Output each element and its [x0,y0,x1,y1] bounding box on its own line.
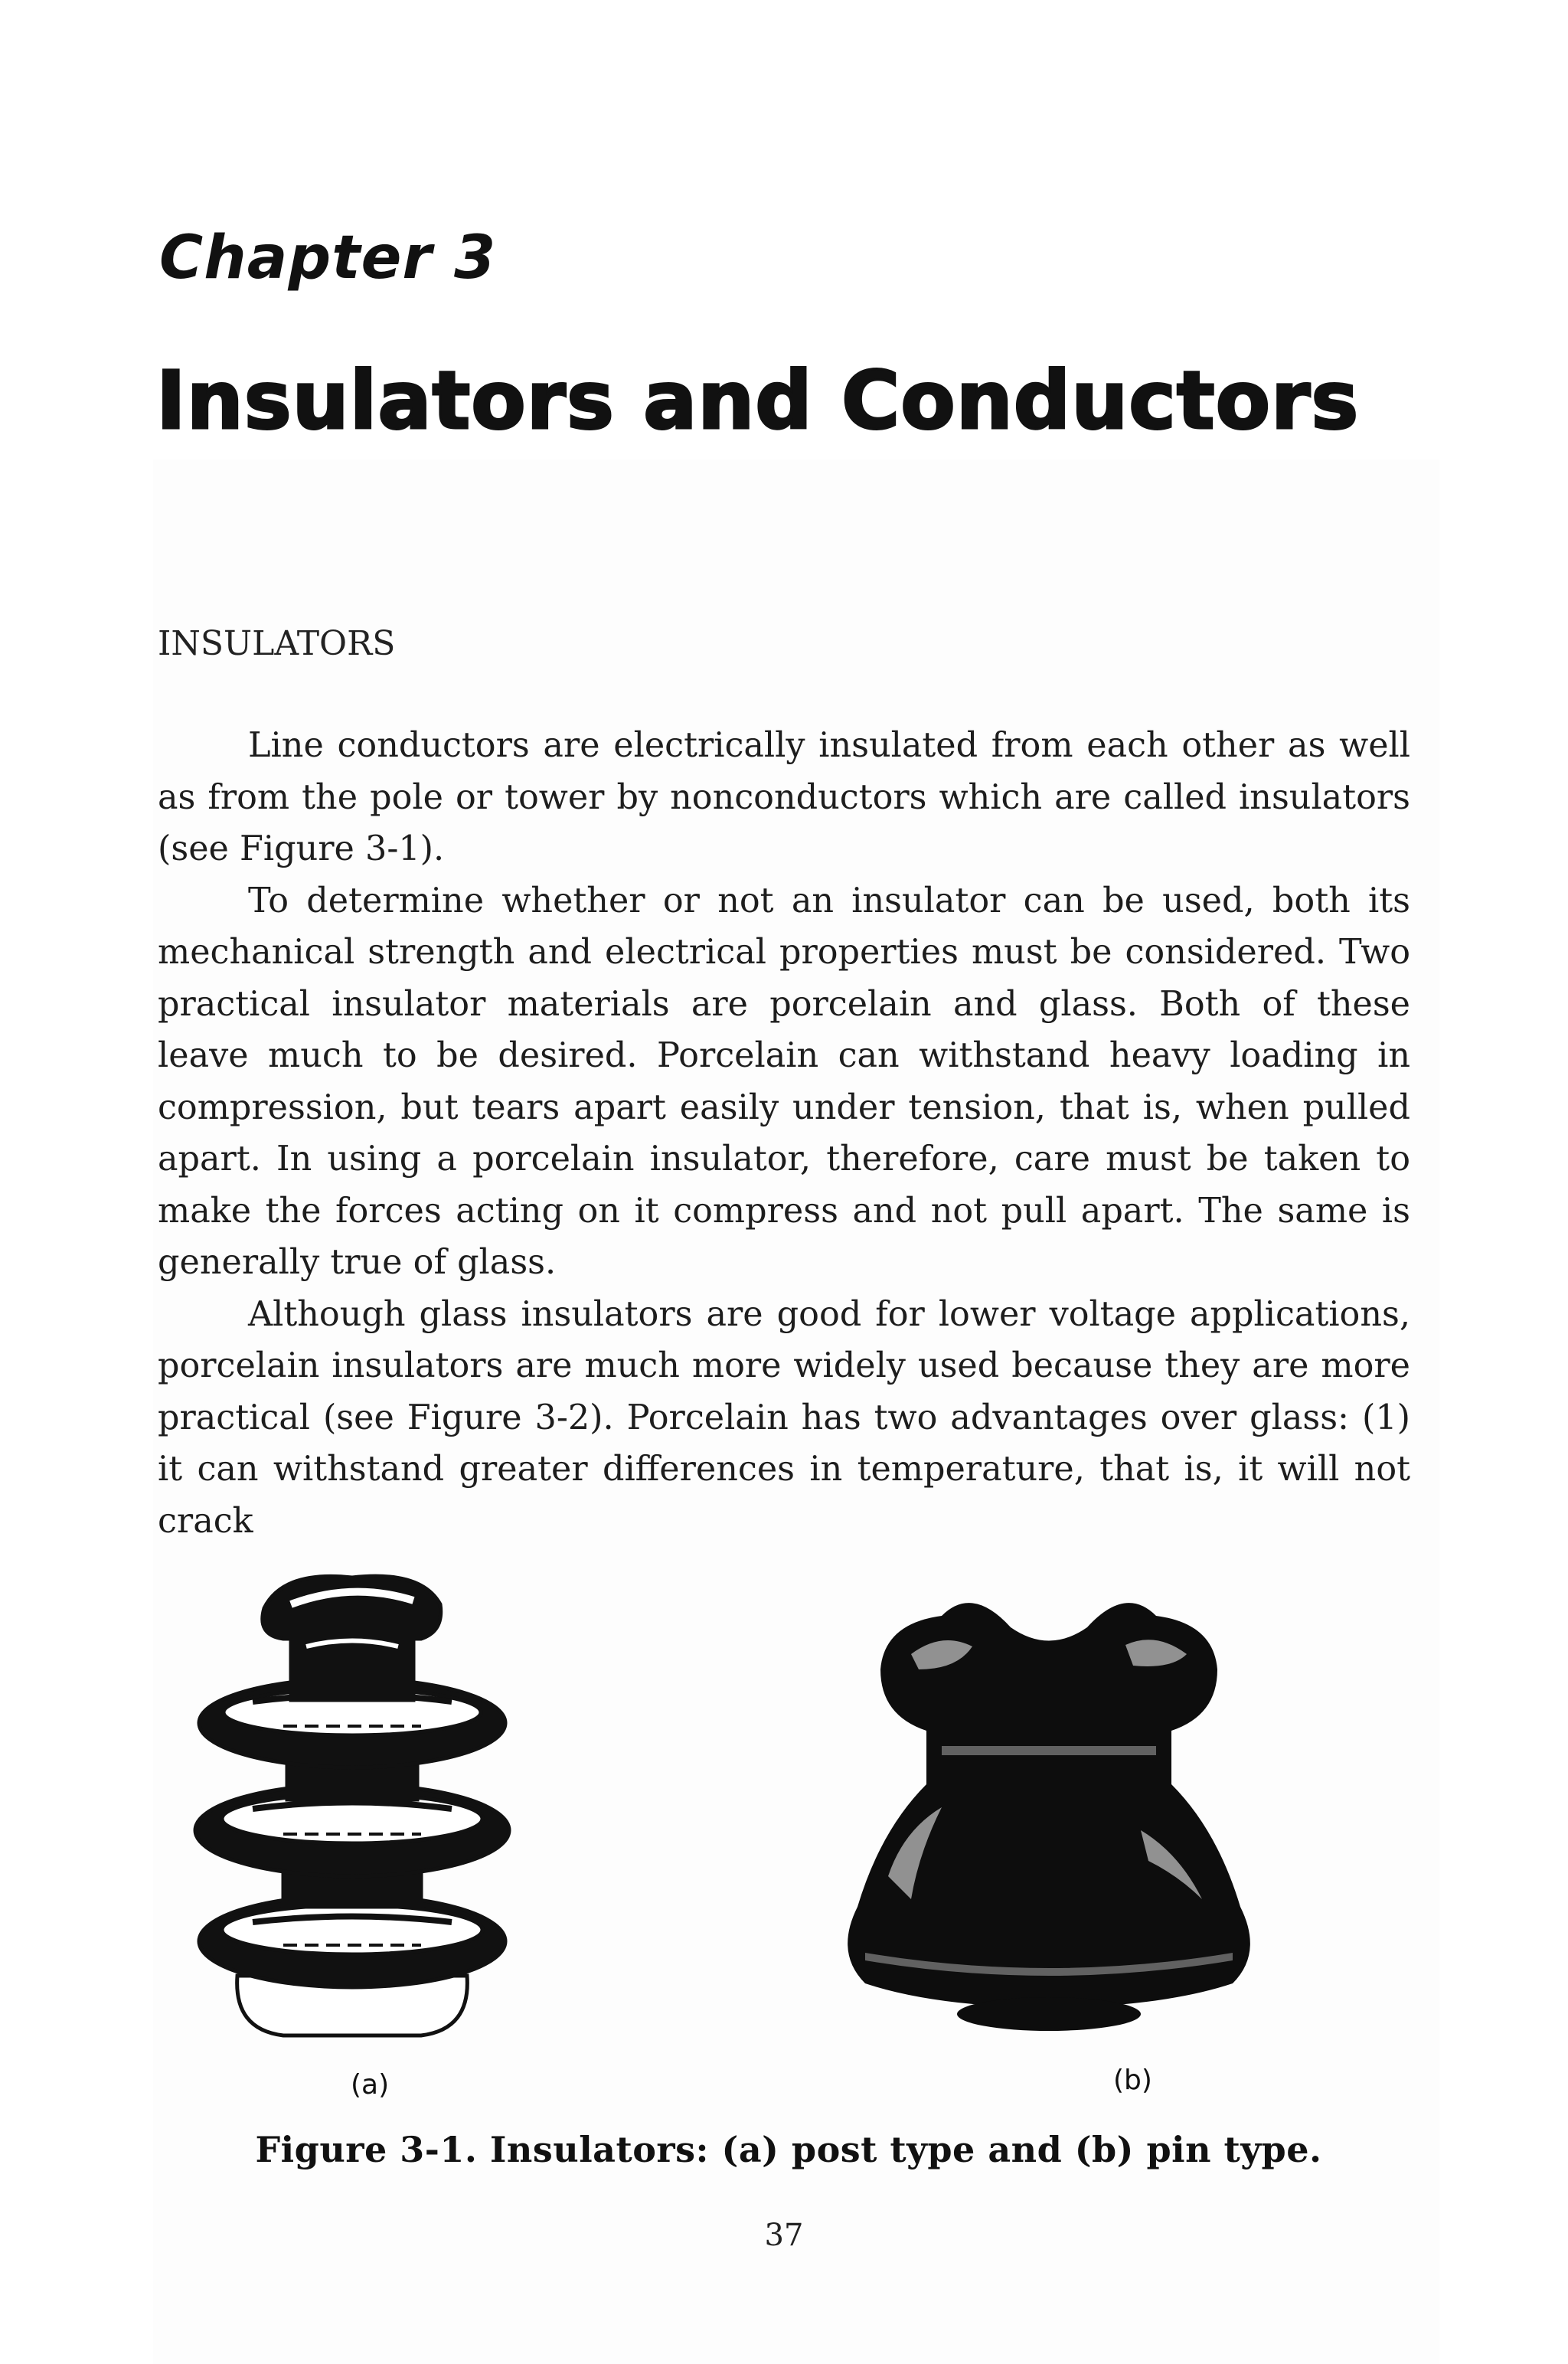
body-text [158,720,1410,1547]
section-heading: INSULATORS [158,624,396,663]
chapter-title: Insulators and Conductors [156,354,1360,447]
paragraph: Line conductors are electrically insulated from each other as well as from the pole or tower by nonconductors which are called insulators (see Figure 3-1). [158,726,1410,868]
figure-caption: Figure 3-1. Insulators: (a) post type and (b) pin type. [255,2129,1322,2170]
pin-type-insulator-illustration [819,1555,1279,2045]
figure-label-b: (b) [1113,2065,1152,2096]
figure-label-a: (a) [351,2069,390,2101]
post-type-insulator-illustration [191,1562,513,2045]
chapter-label: Chapter 3 [159,224,497,293]
page-number: 37 [764,2218,804,2253]
paragraph: Although glass insulators are good for lower voltage applications, porcelain insulators are much more widely used because they are more practical (see Figure 3-2). Porcelain has two advantages over glass: (1) it can withstand greater differences in temperature, that is, it will not crack [158,1294,1410,1541]
paragraph: To determine whether or not an insulator can be used, both its mechanical strength and electrical properties must be considered. Two practical insulator materials are porcelain and glass. Both of these leave much to be desired. Porcelain can withstand heavy loading in compression, but tears apart easily under tension, that is, when pulled apart. In using a porcelain insulator, therefore, care must be taken to make the forces acting on it compress and not pull apart. The same is generally true of glass. [158,881,1410,1282]
figure-3-1 [153,1539,1424,2228]
